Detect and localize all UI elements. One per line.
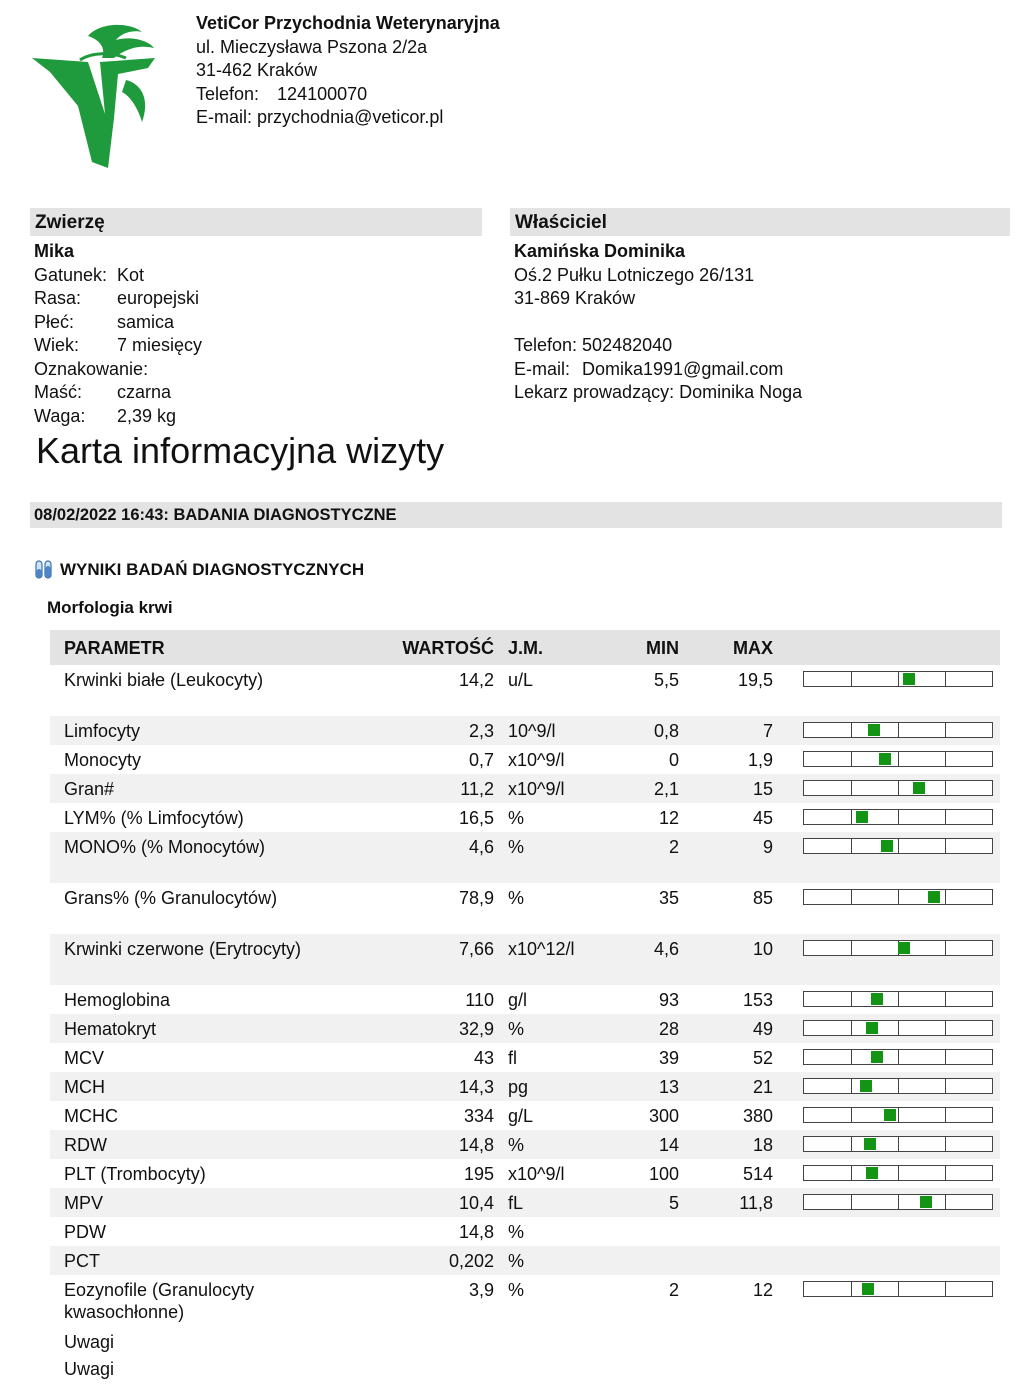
value-cell: 0,7 [468,750,494,770]
range-marker [862,1283,874,1295]
range-bar [803,751,993,767]
header-max: MAX [733,638,773,658]
range-bar [803,1078,993,1094]
value-cell: 2,3 [468,721,494,741]
animal-field-value: czarna [117,382,172,402]
animal-field-value: 2,39 kg [117,405,177,426]
table-row [50,665,1000,716]
owner-doctor: Lekarz prowadzący: Dominika Noga [514,382,803,402]
animal-field-label: Oznakowanie: [34,358,149,379]
param-cell: PDW [64,1222,106,1242]
value-cell: 0,202 [448,1251,494,1271]
range-bar [803,1194,993,1210]
owner-phone: Telefon: 502482040 [514,335,673,355]
document-title: Karta informacyjna wizyty [36,430,445,471]
table-row [50,803,1000,832]
range-marker [920,1196,932,1208]
value-cell: 7,66 [458,939,494,959]
owner-info [514,240,802,405]
header-min: MIN [646,638,679,658]
animal-field [34,311,202,335]
max-cell: 514 [742,1164,773,1184]
param-cell: Grans% (% Granulocytów) [64,888,278,908]
unit-cell: g/L [508,1106,534,1126]
table-row [50,745,1000,774]
note-label: Uwagi [64,1332,115,1352]
value-cell: 10,4 [458,1193,494,1213]
range-bar [803,1049,993,1065]
max-cell: 21 [752,1077,773,1097]
table-row [50,1130,1000,1159]
unit-cell: fL [508,1193,524,1213]
min-cell: 28 [658,1019,679,1039]
table-row [50,934,1000,985]
table-row [50,716,1000,745]
unit-cell: x10^12/l [508,939,575,959]
clinic-name: VetiCor Przychodnia Weterynaryjna [196,13,500,33]
clinic-city: 31-462 Kraków [196,60,318,80]
table-row [50,1275,1000,1326]
animal-field-label: Waga: [34,405,86,426]
range-marker [884,1109,896,1121]
table-row [50,832,1000,883]
unit-cell: % [508,888,525,908]
owner-email-label: E-mail: [514,358,571,379]
min-cell: 100 [648,1164,679,1184]
unit-cell: x10^9/l [508,779,565,799]
owner-header: Właściciel [510,208,1010,236]
min-cell: 2 [668,1280,679,1300]
note-label: Uwagi [64,1359,115,1379]
min-cell: 35 [658,888,679,908]
clinic-phone-value: 124100070 [277,83,368,104]
param-cell: RDW [64,1135,107,1155]
range-bar [803,1107,993,1123]
unit-cell: x10^9/l [508,750,565,770]
value-cell: 14,2 [458,670,494,690]
animal-header: Zwierzę [30,208,482,236]
table-row [50,1014,1000,1043]
animal-field [34,287,202,311]
unit-cell: % [508,1251,525,1271]
max-cell: 9 [762,837,773,857]
min-cell: 5 [668,1193,679,1213]
table-row [50,1246,1000,1275]
animal-field [34,334,202,358]
visit-header: 08/02/2022 16:43: BADANIA DIAGNOSTYCZNE [30,502,1002,528]
unit-cell: % [508,1019,525,1039]
value-cell: 78,9 [458,888,494,908]
max-cell: 7 [762,721,773,741]
unit-cell: % [508,1280,525,1300]
min-cell: 39 [658,1048,679,1068]
animal-field-label: Gatunek: [34,264,108,285]
param-cell: MCV [64,1048,104,1068]
range-marker [879,753,891,765]
animal-field-label: Maść: [34,382,83,402]
max-cell: 11,8 [739,1193,773,1213]
owner-email-value[interactable]: Domika1991@gmail.com [582,358,784,379]
animal-field-value: europejski [117,288,200,308]
param-cell: PCT [64,1251,100,1271]
param-cell: LYM% (% Limfocytów) [64,808,244,828]
max-cell: 19,5 [737,670,773,690]
unit-cell: g/l [508,990,528,1010]
range-marker [866,1022,878,1034]
unit-cell: % [508,808,525,828]
value-cell: 3,9 [468,1280,494,1300]
range-marker [868,724,880,736]
results-table [50,630,1000,1326]
clinic-phone [196,83,500,107]
param-cell: MCHC [64,1106,118,1126]
unit-cell: % [508,1222,525,1242]
animal-field-label: Wiek: [34,335,79,355]
clinic-street: ul. Mieczysława Pszona 2/2a [196,36,428,57]
range-marker [856,811,868,823]
min-cell: 300 [648,1106,679,1126]
range-marker [881,840,893,852]
range-bar [803,940,993,956]
unit-cell: u/L [508,670,534,690]
owner-address-2: 31-869 Kraków [514,288,636,308]
animal-field-value: samica [117,311,175,332]
range-bar [803,991,993,1007]
table-row [50,883,1000,934]
range-marker [860,1080,872,1092]
max-cell: 52 [752,1048,773,1068]
unit-cell: pg [508,1077,529,1097]
param-cell: PLT (Trombocyty) [64,1164,206,1184]
min-cell: 0 [668,750,679,770]
param-cell: Hemoglobina [64,990,171,1010]
max-cell: 45 [752,808,773,828]
owner-address-1: Oś.2 Pułku Lotniczego 26/131 [514,264,755,285]
clinic-email-value[interactable]: przychodnia@veticor.pl [257,107,444,127]
range-bar [803,889,993,905]
min-cell: 2,1 [653,779,679,799]
results-title-text: WYNIKI BADAŃ DIAGNOSTYCZNYCH [60,560,365,579]
animal-field-label: Rasa: [34,288,82,308]
value-cell: 14,8 [458,1222,494,1242]
unit-cell: % [508,837,525,857]
min-cell: 5,5 [653,670,679,690]
animal-field-value: Kot [117,264,145,285]
min-cell: 4,6 [653,939,679,959]
table-row [50,1188,1000,1217]
max-cell: 1,9 [747,750,773,770]
range-marker [866,1167,878,1179]
range-marker [864,1138,876,1150]
range-bar [803,1281,993,1297]
range-bar [803,780,993,796]
range-marker [871,993,883,1005]
table-row [50,1101,1000,1130]
param-cell: Krwinki białe (Leukocyty) [64,670,264,690]
unit-cell: 10^9/l [508,721,556,741]
max-cell: 18 [752,1135,773,1155]
param-cell: Monocyty [64,750,142,770]
min-cell: 14 [658,1135,679,1155]
range-marker [913,782,925,794]
panel-title: Morfologia krwi [47,598,173,617]
header-param: PARAMETR [64,638,165,658]
clinic-phone-label: Telefon: [196,83,260,104]
table-row [50,1217,1000,1246]
animal-field-value: 7 miesięcy [117,335,203,355]
param-cell: MONO% (% Monocytów) [64,837,266,857]
min-cell: 13 [658,1077,679,1097]
range-marker [903,673,915,685]
value-cell: 334 [463,1106,494,1126]
min-cell: 93 [658,990,679,1010]
max-cell: 153 [742,990,773,1010]
min-cell: 2 [668,837,679,857]
table-header [50,630,1000,665]
max-cell: 15 [752,779,773,799]
max-cell: 10 [752,939,773,959]
header-value: WARTOŚĆ [402,638,494,658]
range-marker [898,942,910,954]
value-cell: 11,2 [460,779,494,799]
clinic-logo [30,22,190,168]
value-cell: 195 [463,1164,494,1184]
value-cell: 110 [465,990,494,1010]
table-row [50,1159,1000,1188]
range-bar [803,722,993,738]
max-cell: 12 [752,1280,773,1300]
value-cell: 14,3 [458,1077,494,1097]
unit-cell: % [508,1135,525,1155]
range-bar [803,838,993,854]
param-cell: MPV [64,1193,104,1213]
max-cell: 49 [752,1019,773,1039]
clinic-info [196,12,500,130]
param-cell: Eozynofile (Granulocyty kwasochłonne) [64,1280,255,1322]
range-bar [803,671,993,687]
owner-email [514,358,802,382]
range-bar [803,809,993,825]
animal-field [34,381,202,405]
range-marker [871,1051,883,1063]
value-cell: 32,9 [458,1019,494,1039]
unit-cell: x10^9/l [508,1164,565,1184]
min-cell: 12 [658,808,679,828]
value-cell: 14,8 [458,1135,494,1155]
range-marker [928,891,940,903]
value-cell: 16,5 [458,808,494,828]
value-cell: 4,6 [468,837,494,857]
table-row [50,985,1000,1014]
value-cell: 43 [473,1048,494,1068]
test-tubes-icon [34,560,54,580]
unit-cell: fl [508,1048,517,1068]
clinic-email-label: E-mail: [196,107,253,127]
param-cell: MCH [64,1077,105,1097]
animal-field [34,358,202,382]
animal-field-label: Płeć: [34,311,75,332]
min-cell: 0,8 [653,721,679,741]
table-row [50,1072,1000,1101]
header-unit: J.M. [508,638,544,658]
animal-field [34,405,202,429]
owner-name: Kamińska Dominika [514,241,686,261]
table-row [50,1043,1000,1072]
range-bar [803,1165,993,1181]
param-cell: Limfocyty [64,721,141,741]
param-cell: Krwinki czerwone (Erytrocyty) [64,939,302,959]
max-cell: 380 [742,1106,773,1126]
clinic-email [196,106,500,130]
table-row [50,774,1000,803]
param-cell: Gran# [64,779,115,799]
results-title [34,560,364,580]
animal-info [34,240,202,428]
max-cell: 85 [752,888,773,908]
range-bar [803,1136,993,1152]
animal-field [34,264,202,288]
animal-name: Mika [34,241,75,261]
table-body [50,665,1000,1326]
param-cell: Hematokryt [64,1019,157,1039]
range-bar [803,1020,993,1036]
